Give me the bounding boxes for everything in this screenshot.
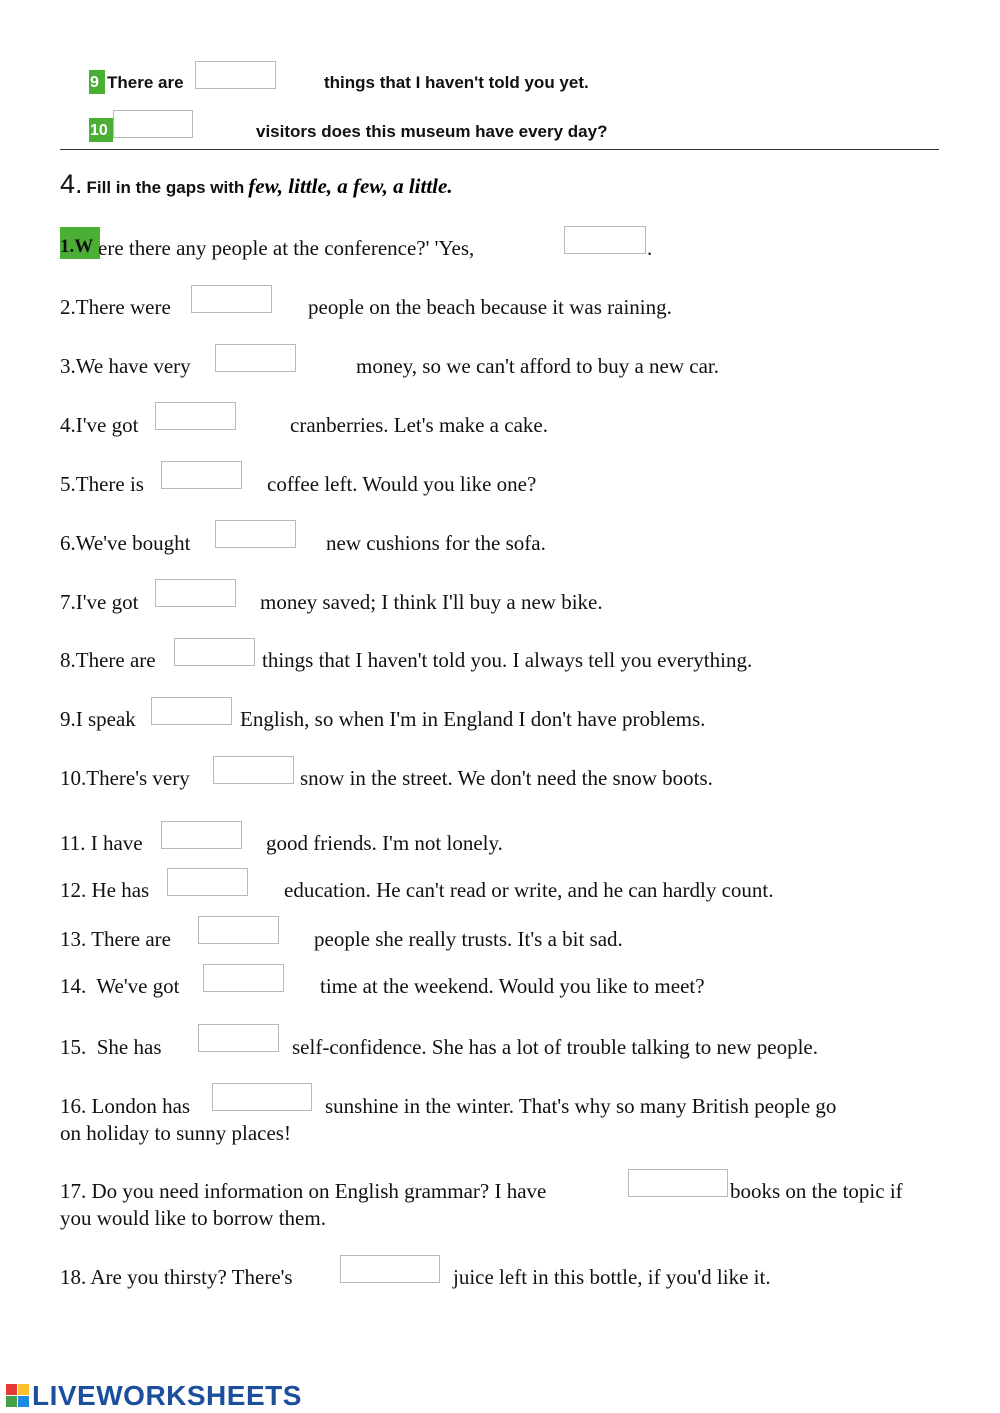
- item-9-before: 9.I speak: [60, 707, 136, 731]
- answer-box-prev-10[interactable]: [113, 110, 193, 138]
- answer-box-9[interactable]: [151, 697, 232, 725]
- item-7-after: money saved; I think I'll buy a new bike.: [260, 590, 603, 614]
- item-10-before: 10.There's very: [60, 766, 190, 790]
- answer-box-14[interactable]: [203, 964, 284, 992]
- liveworksheets-logo: [6, 1380, 302, 1412]
- answer-box-prev-9[interactable]: [195, 61, 276, 89]
- answer-box-8[interactable]: [174, 638, 255, 666]
- item-10-after: snow in the street. We don't need the snow boots.: [300, 766, 713, 790]
- item-3-before: 3.We have very: [60, 354, 191, 378]
- item-16-line2: on holiday to sunny places!: [60, 1121, 291, 1145]
- item-8-after: things that I haven't told you. I always tell you everything.: [262, 648, 753, 672]
- item-11-before: 11. I have: [60, 831, 143, 855]
- answer-box-15[interactable]: [198, 1024, 279, 1052]
- item-13-before: 13. There are: [60, 927, 171, 951]
- prev-item-9-before: There are: [107, 73, 184, 92]
- item-2-after: people on the beach because it was raining.: [308, 295, 672, 319]
- answer-box-12[interactable]: [167, 868, 248, 896]
- section-number: 4.: [60, 169, 83, 199]
- answer-box-11[interactable]: [161, 821, 242, 849]
- item-6-before: 6.We've bought: [60, 531, 191, 555]
- item-5-before: 5.There is: [60, 472, 144, 496]
- section-period: .: [447, 174, 453, 198]
- item-1-before: ere there any people at the conference?' 'Yes,: [98, 236, 475, 260]
- item-16-before: 16. London has: [60, 1094, 191, 1118]
- item-5-after: coffee left. Would you like one?: [267, 472, 537, 496]
- answer-box-6[interactable]: [215, 520, 296, 548]
- item-18-after: juice left in this bottle, if you'd like it.: [453, 1265, 771, 1289]
- answer-box-13[interactable]: [198, 916, 279, 944]
- answer-box-5[interactable]: [161, 461, 242, 489]
- section-divider: [60, 149, 939, 150]
- section-instruction: Fill in the gaps with: [86, 178, 245, 197]
- answer-box-17[interactable]: [628, 1169, 728, 1197]
- answer-box-18[interactable]: [340, 1255, 440, 1283]
- item-number-10: 10: [90, 122, 108, 139]
- item-14-before: 14. We've got: [60, 974, 180, 998]
- answer-box-3[interactable]: [215, 344, 296, 372]
- item-9-after: English, so when I'm in England I don't have problems.: [240, 707, 706, 731]
- item-6-after: new cushions for the sofa.: [326, 531, 546, 555]
- prev-item-9-after: things that I haven't told you yet.: [324, 73, 589, 92]
- section-heading: [60, 169, 453, 200]
- answer-box-4[interactable]: [155, 402, 236, 430]
- item-12-before: 12. He has: [60, 878, 150, 902]
- item-17-before: 17. Do you need information on English grammar? I have: [60, 1179, 547, 1203]
- logo-text: LIVEWORKSHEETS: [32, 1380, 302, 1411]
- item-7-before: 7.I've got: [60, 590, 139, 614]
- item-1-after: .: [647, 236, 653, 260]
- item-4-before: 4.I've got: [60, 413, 139, 437]
- answer-box-1[interactable]: [564, 226, 646, 254]
- item-15-after: self-confidence. She has a lot of trouble talking to new people.: [292, 1035, 819, 1059]
- item-3-after: money, so we can't afford to buy a new car.: [356, 354, 719, 378]
- item-15-before: 15. She has: [60, 1035, 162, 1059]
- answer-box-2[interactable]: [191, 285, 272, 313]
- logo-mark-icon: [6, 1384, 30, 1408]
- item-12-after: education. He can't read or write, and he can hardly count.: [284, 878, 774, 902]
- item-17-after: books on the topic if: [730, 1179, 903, 1203]
- answer-box-10[interactable]: [213, 756, 294, 784]
- item-17-line2: you would like to borrow them.: [60, 1206, 326, 1230]
- item-14-after: time at the weekend. Would you like to meet?: [320, 974, 705, 998]
- item-number-9: 9: [90, 74, 99, 91]
- item-2-before: 2.There were: [60, 295, 171, 319]
- item-13-after: people she really trusts. It's a bit sad.: [314, 927, 623, 951]
- section-words: few, little, a few, a little: [248, 174, 448, 198]
- item-4-after: cranberries. Let's make a cake.: [290, 413, 548, 437]
- prev-item-10-after: visitors does this museum have every day?: [256, 122, 608, 141]
- answer-box-16[interactable]: [212, 1083, 312, 1111]
- item-18-before: 18. Are you thirsty? There's: [60, 1265, 293, 1289]
- item-11-after: good friends. I'm not lonely.: [266, 831, 503, 855]
- answer-box-7[interactable]: [155, 579, 236, 607]
- item-8-before: 8.There are: [60, 648, 156, 672]
- item-number-1: 1.W: [60, 236, 94, 257]
- item-16-after: sunshine in the winter. That's why so many British people go: [325, 1094, 837, 1118]
